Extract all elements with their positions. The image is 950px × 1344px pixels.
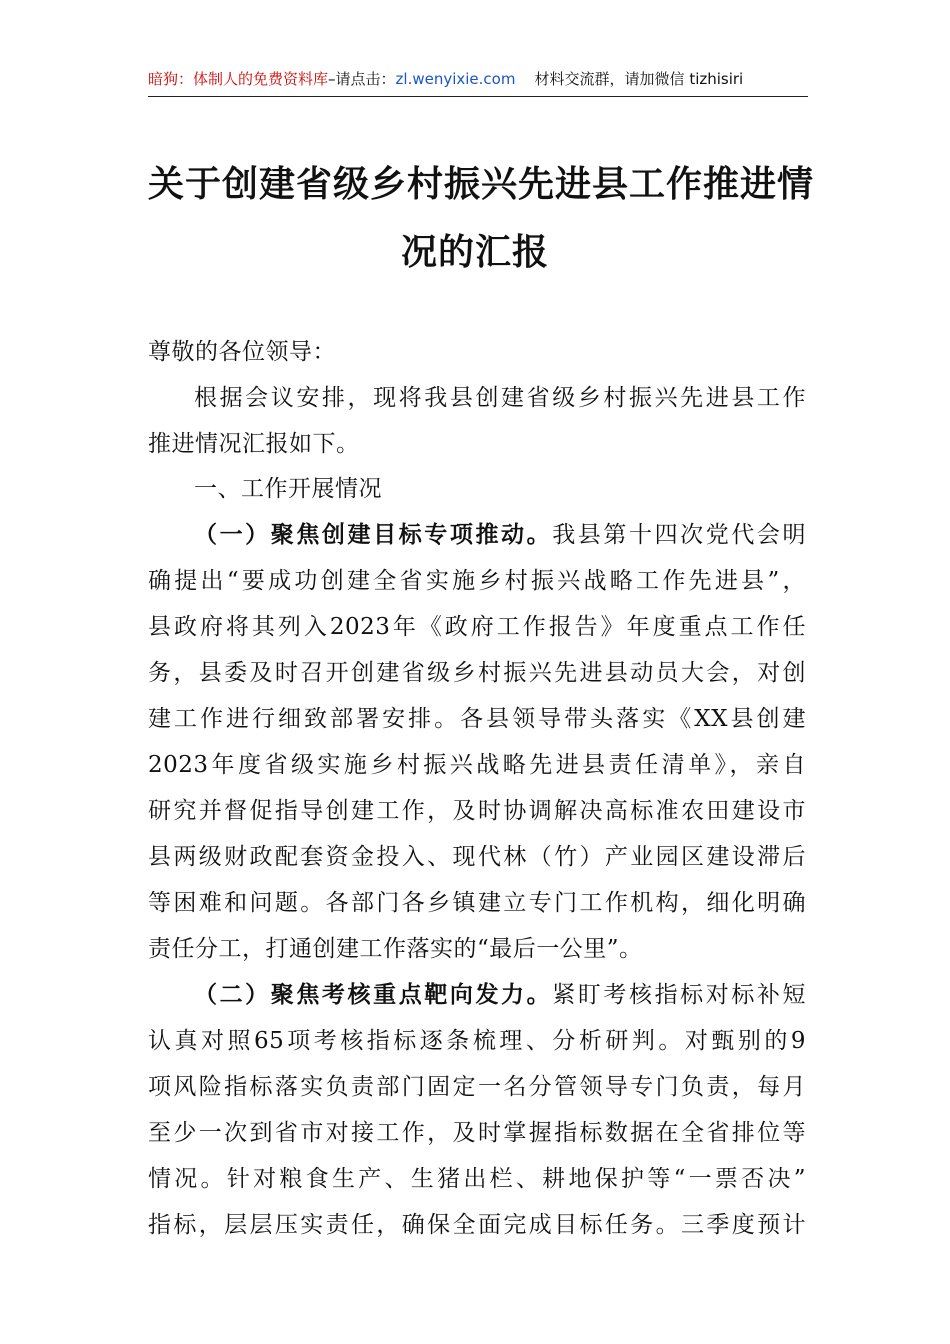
para2-line: 项风险指标落实负责部门固定一名分管领导专门负责，每月 [148,1074,806,1100]
header-click-prompt: –请点击： [328,70,396,88]
para2-lead: （二）聚焦考核重点靶向发力。 [194,981,553,1008]
para1-line: 建工作进行细致部署安排。各县领导带头落实《XX县创建 [148,706,806,732]
para1-line: 县两级财政配套资金投入、现代林（竹）产业园区建设滞后 [148,844,806,870]
section-heading-1: 一、工作开展情况 [194,476,382,502]
intro-line-1: 根据会议安排，现将我县创建省级乡村振兴先进县工作 [194,385,806,411]
para2-line-1 [194,973,806,1017]
para1-line: 县政府将其列入2023年《政府工作报告》年度重点工作任 [148,614,806,640]
para1-line1-rest: 我县第十四次党代会明 [552,522,807,548]
intro-line-2: 推进情况汇报如下。 [148,431,360,457]
para2-line: 情况。针对粮食生产、生猪出栏、耕地保护等“一票否决” [148,1166,806,1192]
para1-line: 责任分工，打通创建工作落实的“最后一公里”。 [148,936,643,962]
para2-line1-rest: 紧盯考核指标对标补短 [552,982,807,1008]
para2-line: 至少一次到省市对接工作，及时掌握指标数据在全省排位等 [148,1120,806,1146]
salutation: 尊敬的各位领导： [148,339,336,365]
para1-lead: （一）聚焦创建目标专项推动。 [194,521,553,548]
document-header [148,68,808,97]
para1-line: 研究并督促指导创建工作，及时协调解决高标准农田建设市 [148,798,806,824]
para1-line: 2023年度省级实施乡村振兴战略先进县责任清单》，亲自 [148,752,806,778]
para2-line: 认真对照65项考核指标逐条梳理、分析研判。对甄别的9 [148,1028,806,1054]
page-title-line1: 关于创建省级乡村振兴先进县工作推进情 [148,163,815,205]
para1-line: 务，县委及时召开创建省级乡村振兴先进县动员大会，对创 [148,660,806,686]
para1-line: 确提出“要成功创建全省实施乡村振兴战略工作先进县”， [148,568,806,594]
header-group-note: 材料交流群，请加微信 tizhisiri [534,70,744,88]
page-title-line2: 况的汇报 [400,231,549,273]
para2-line: 指标，层层压实责任，确保全面完成目标任务。三季度预计 [148,1212,806,1238]
para1-line: 等困难和问题。各部门各乡镇建立专门工作机构，细化明确 [148,890,806,916]
para1-line-1 [194,513,806,557]
header-site-name: 暗狗：体制人的免费资料库 [148,70,329,88]
header-url-link[interactable]: zl.wenyixie.com [395,70,516,88]
